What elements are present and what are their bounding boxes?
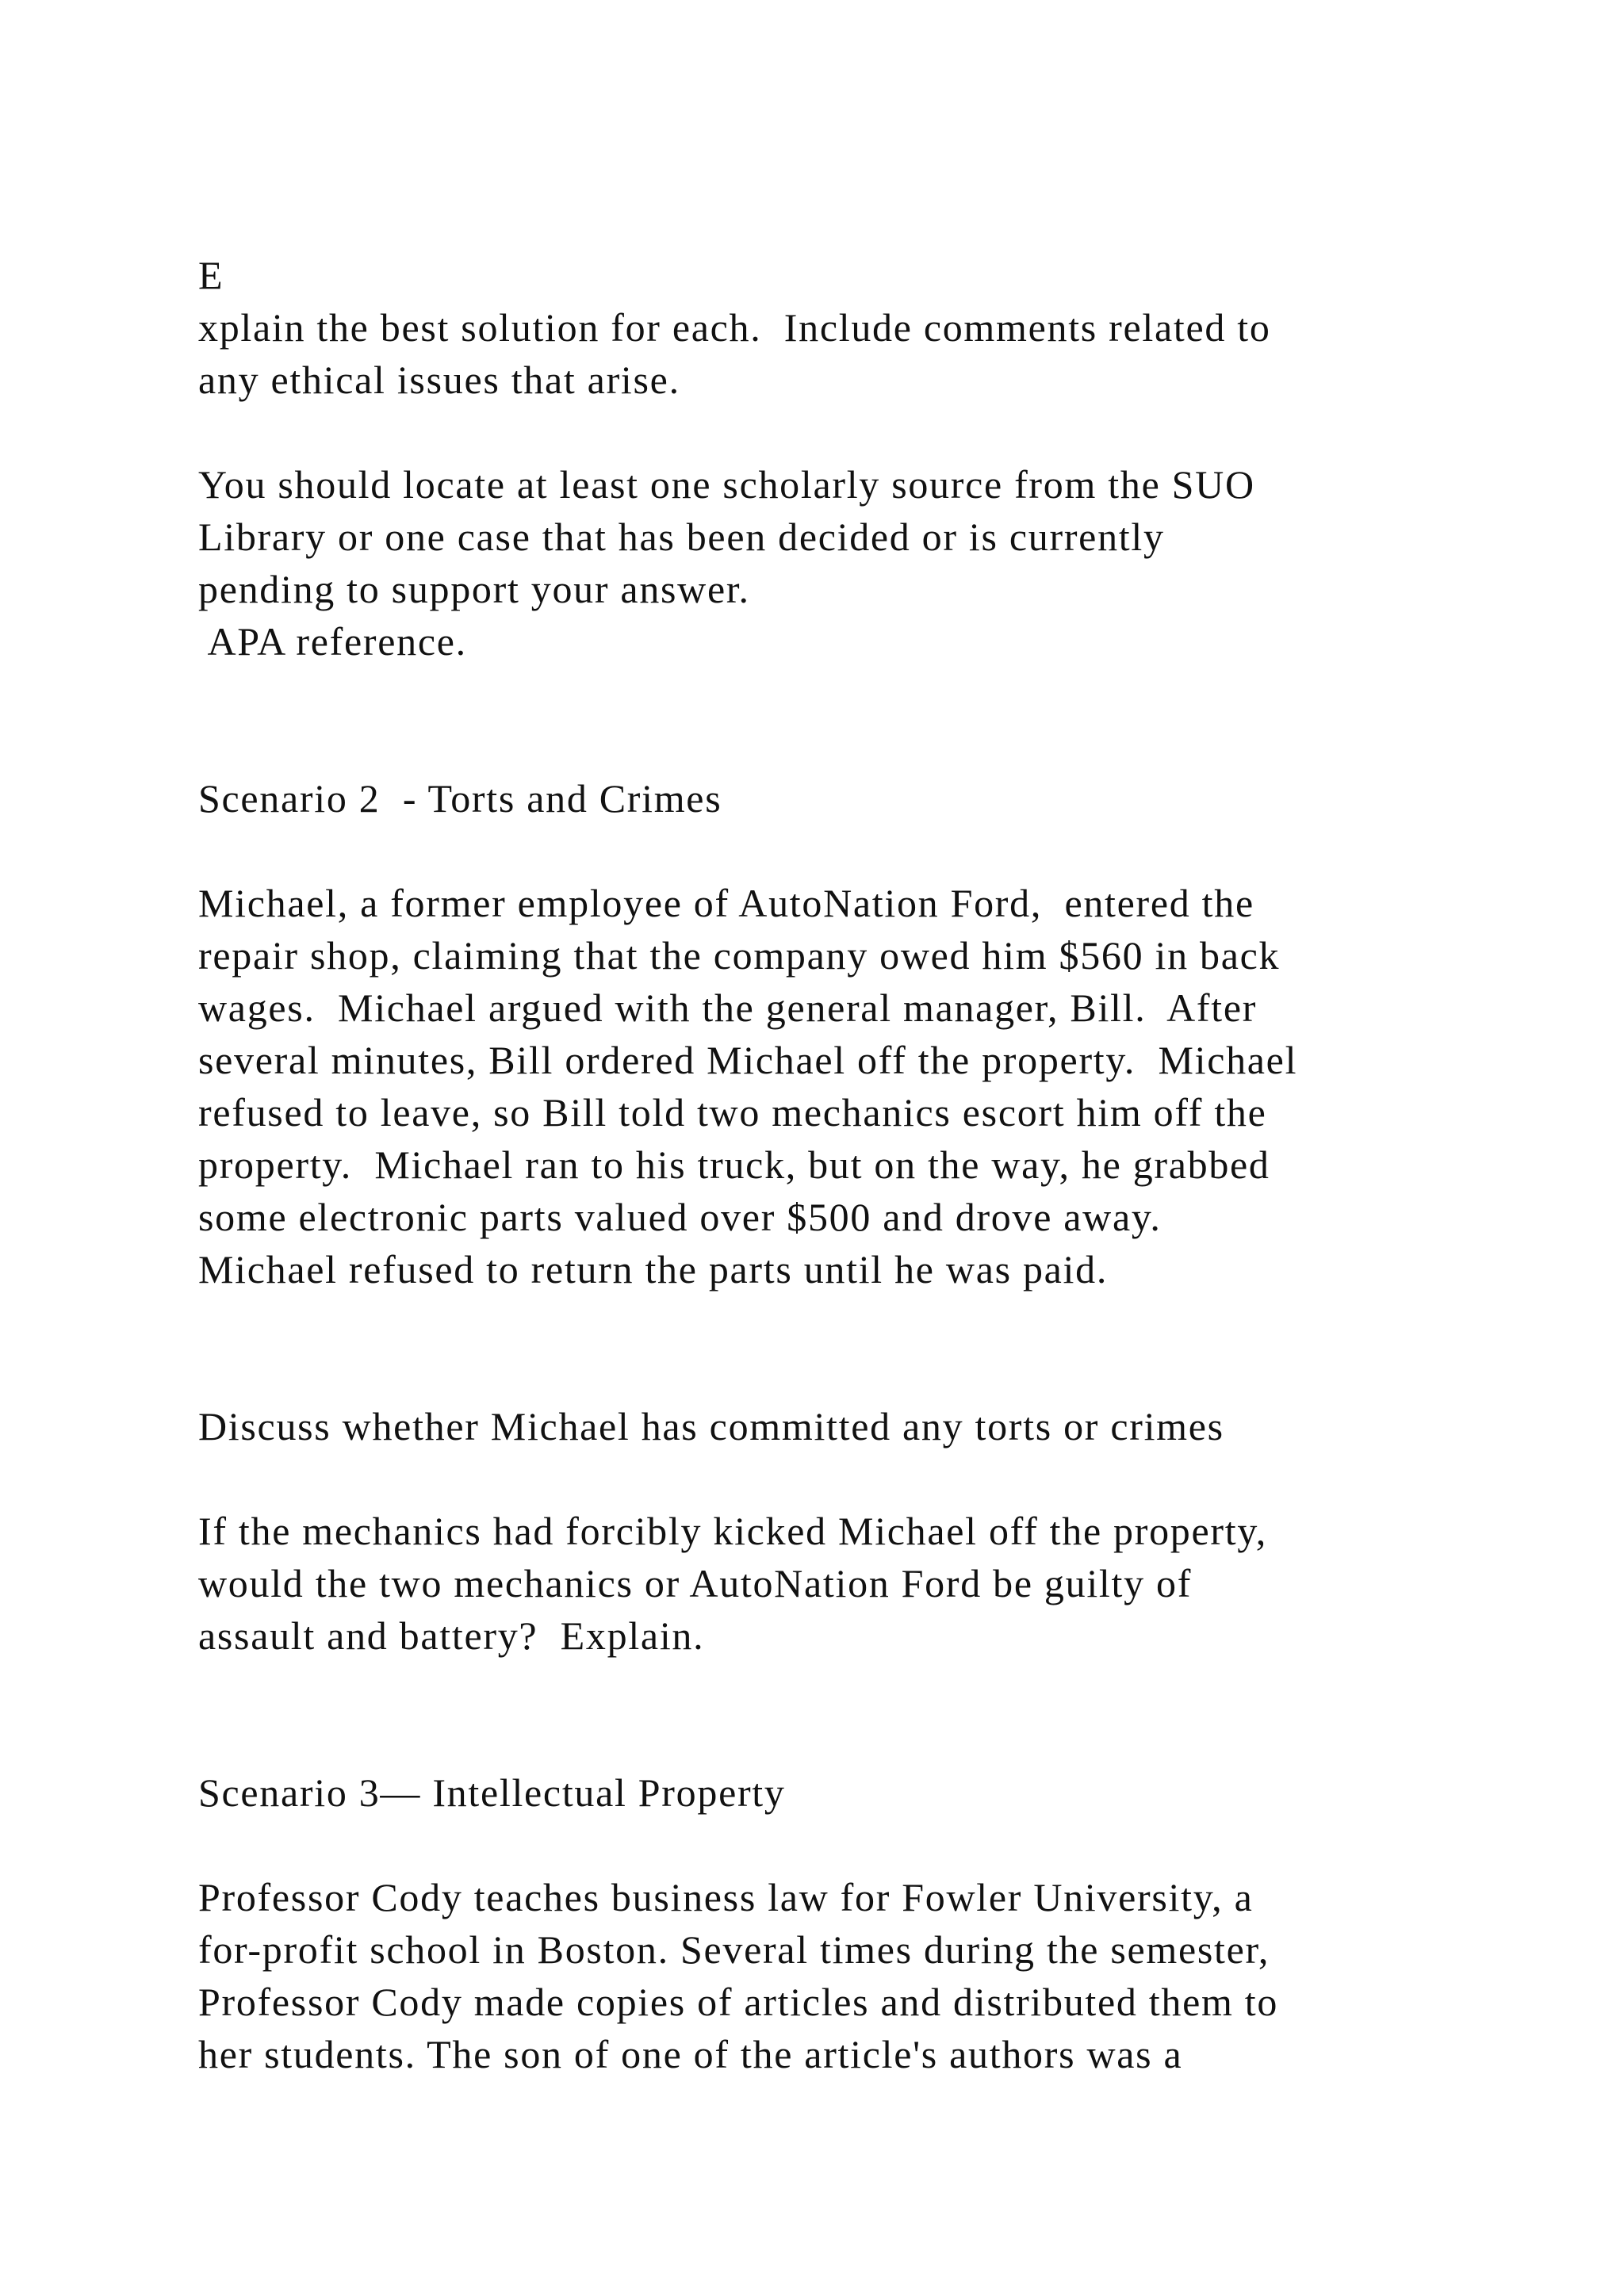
text-line: wages. Michael argued with the general manager, Bill. After [198, 985, 1258, 1030]
text-line: any ethical issues that arise. [198, 358, 680, 402]
text-line: Michael, a former employee of AutoNation Ford, entered the [198, 881, 1254, 925]
section-heading: Scenario 2 - Torts and Crimes [198, 776, 722, 821]
text-line: refused to leave, so Bill told two mechanics escort him off the [198, 1090, 1267, 1135]
text-line: Professor Cody made copies of articles and distributed them to [198, 1980, 1279, 2024]
text-line: her students. The son of one of the article's authors was a [198, 2032, 1183, 2076]
question-line: assault and battery? Explain. [198, 1613, 705, 1658]
text-line: Michael refused to return the parts until he was paid. [198, 1247, 1109, 1292]
text-line: Library or one case that has been decided or is currently [198, 515, 1165, 559]
section-heading: Scenario 3— Intellectual Property [198, 1770, 786, 1815]
question-line: If the mechanics had forcibly kicked Michael off the property, [198, 1509, 1267, 1553]
text-line: for-profit school in Boston. Several times during the semester, [198, 1927, 1270, 1972]
text-line: property. Michael ran to his truck, but on the way, he grabbed [198, 1142, 1270, 1187]
question-line: would the two mechanics or AutoNation Ford be guilty of [198, 1561, 1193, 1605]
text-line: E [198, 253, 224, 297]
text-line: several minutes, Bill ordered Michael off the property. Michael [198, 1038, 1298, 1082]
text-line: You should locate at least one scholarly source from the SUO [198, 462, 1255, 507]
text-line: some electronic parts valued over $500 and drove away. [198, 1195, 1162, 1239]
question-line: Discuss whether Michael has committed any torts or crimes [198, 1404, 1224, 1448]
text-line: repair shop, claiming that the company owed him $560 in back [198, 933, 1281, 978]
text-line: pending to support your answer. [198, 567, 750, 611]
text-line: APA reference. [198, 619, 467, 664]
text-line: xplain the best solution for each. Include comments related to [198, 305, 1271, 350]
text-line: Professor Cody teaches business law for Fowler University, a [198, 1875, 1254, 1919]
